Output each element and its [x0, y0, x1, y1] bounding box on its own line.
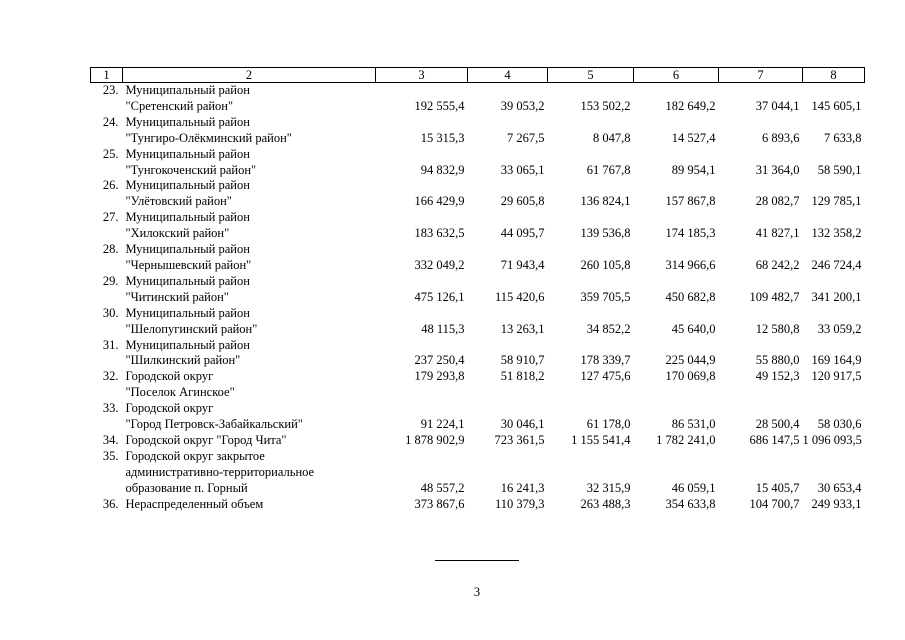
value-cell: 1 782 241,0 — [656, 432, 716, 447]
municipality-name: Муниципальный район — [125, 273, 250, 288]
value-cell — [634, 274, 719, 290]
municipality-name: Муниципальный район — [125, 114, 250, 129]
value-cell: 13 263,1 — [500, 321, 545, 336]
value-cell — [548, 115, 634, 131]
value-cell: 1 096 093,5 — [802, 432, 862, 447]
value-cell: 71 943,4 — [500, 257, 545, 272]
value-cell — [634, 242, 719, 258]
header-cell: 1 — [91, 68, 123, 83]
value-cell — [803, 178, 865, 194]
municipality-name: "Поселок Агинское" — [125, 385, 235, 400]
value-cell: 110 379,3 — [494, 496, 545, 511]
value-cell — [468, 83, 548, 99]
value-cell: 49 152,3 — [755, 369, 800, 384]
value-cell: 30 046,1 — [500, 417, 545, 432]
municipality-name: Городской округ "Город Чита" — [125, 432, 287, 447]
table-row — [91, 258, 865, 274]
value-cell: 359 705,5 — [580, 289, 631, 304]
value-cell — [634, 147, 719, 163]
value-cell: 45 640,0 — [671, 321, 716, 336]
value-cell: 48 115,3 — [421, 321, 465, 336]
municipality-name: "Шелопугинский район" — [125, 321, 258, 336]
value-cell: 28 082,7 — [755, 194, 800, 209]
row-number: 23. — [102, 83, 119, 97]
municipality-name: "Шилкинский район" — [125, 353, 241, 368]
table-row — [91, 401, 865, 417]
row-number: 35. — [102, 448, 119, 463]
value-cell: 225 044,9 — [665, 353, 716, 368]
value-cell — [376, 274, 468, 290]
municipality-name: образование п. Горный — [125, 480, 248, 495]
value-cell: 89 954,1 — [671, 162, 716, 177]
header-cell: 6 — [634, 68, 719, 83]
municipality-name: Городской округ — [125, 369, 214, 384]
table-row — [91, 306, 865, 322]
row-number — [91, 290, 123, 306]
value-cell: 1 878 902,9 — [405, 432, 465, 447]
value-cell — [548, 306, 634, 322]
value-cell: 37 044,1 — [755, 98, 800, 113]
header-cell: 4 — [468, 68, 548, 83]
value-cell — [468, 210, 548, 226]
value-cell: 55 880,0 — [755, 353, 800, 368]
value-cell — [468, 449, 548, 465]
value-cell — [548, 210, 634, 226]
row-number — [91, 194, 123, 210]
table-row — [91, 178, 865, 194]
row-number: 26. — [102, 178, 119, 193]
value-cell — [634, 83, 719, 99]
row-number — [91, 258, 123, 274]
table-row — [91, 481, 865, 497]
value-cell: 33 065,1 — [500, 162, 545, 177]
value-cell: 34 852,2 — [586, 321, 631, 336]
value-cell: 31 364,0 — [755, 162, 800, 177]
value-cell — [376, 306, 468, 322]
value-cell — [803, 465, 865, 481]
municipality-name: Муниципальный район — [125, 178, 250, 193]
header-cell: 2 — [123, 68, 376, 83]
value-cell: 120 917,5 — [811, 369, 862, 384]
row-number — [91, 131, 123, 147]
row-number — [91, 353, 123, 369]
row-number: 34. — [102, 432, 119, 447]
municipality-name: административно-территориальное — [125, 464, 315, 479]
value-cell: 58 590,1 — [817, 162, 862, 177]
value-cell — [719, 465, 803, 481]
value-cell — [548, 401, 634, 417]
value-cell — [548, 385, 634, 401]
header-cell: 8 — [803, 68, 865, 83]
value-cell — [376, 242, 468, 258]
value-cell: 16 241,3 — [500, 480, 545, 495]
value-cell: 58 910,7 — [500, 353, 545, 368]
value-cell: 32 315,9 — [586, 480, 631, 495]
value-cell: 260 105,8 — [580, 257, 631, 272]
row-number: 31. — [102, 337, 119, 352]
value-cell: 192 555,4 — [414, 98, 465, 113]
value-cell — [468, 178, 548, 194]
municipality-name: "Тунгиро-Олёкминский район" — [125, 130, 292, 145]
table-row — [91, 194, 865, 210]
row-number — [91, 226, 123, 242]
value-cell: 153 502,2 — [580, 98, 631, 113]
value-cell — [803, 385, 865, 401]
value-cell — [468, 147, 548, 163]
value-cell: 314 966,6 — [665, 257, 716, 272]
value-cell — [803, 115, 865, 131]
footer-divider — [435, 560, 519, 561]
value-cell: 166 429,9 — [414, 194, 465, 209]
value-cell: 179 293,8 — [414, 369, 465, 384]
value-cell: 104 700,7 — [749, 496, 800, 511]
row-number — [91, 385, 123, 401]
header-cell: 3 — [376, 68, 468, 83]
value-cell — [376, 449, 468, 465]
value-cell — [376, 178, 468, 194]
value-cell: 139 536,8 — [580, 226, 631, 241]
value-cell: 183 632,5 — [414, 226, 465, 241]
value-cell: 450 682,8 — [665, 289, 716, 304]
value-cell: 15 315,3 — [420, 130, 465, 145]
value-cell: 686 147,5 — [749, 432, 800, 447]
budget-table — [90, 67, 865, 512]
value-cell — [719, 210, 803, 226]
value-cell — [376, 401, 468, 417]
municipality-name: Муниципальный район — [125, 305, 250, 320]
table-row — [91, 226, 865, 242]
value-cell — [468, 274, 548, 290]
municipality-name: "Хилокский район" — [125, 226, 230, 241]
value-cell: 39 053,2 — [500, 98, 545, 113]
value-cell: 145 605,1 — [811, 98, 862, 113]
value-cell: 8 047,8 — [593, 130, 631, 145]
table-row — [91, 465, 865, 481]
value-cell — [803, 338, 865, 354]
value-cell: 237 250,4 — [414, 353, 465, 368]
value-cell: 1 155 541,4 — [571, 432, 631, 447]
table-row — [91, 242, 865, 258]
value-cell: 129 785,1 — [811, 194, 862, 209]
value-cell: 341 200,1 — [811, 289, 862, 304]
value-cell — [548, 178, 634, 194]
value-cell: 249 933,1 — [811, 496, 862, 511]
value-cell — [376, 465, 468, 481]
row-number: 24. — [102, 114, 119, 129]
table-body — [91, 68, 865, 513]
row-number — [91, 481, 123, 497]
value-cell: 170 069,8 — [665, 369, 716, 384]
table-row — [91, 99, 865, 115]
value-cell: 58 030,6 — [817, 417, 862, 432]
value-cell — [548, 242, 634, 258]
value-cell: 29 605,8 — [500, 194, 545, 209]
municipality-name: Муниципальный район — [125, 337, 250, 352]
row-number: 33. — [102, 401, 119, 416]
value-cell — [376, 338, 468, 354]
municipality-name: Муниципальный район — [125, 146, 250, 161]
municipality-name: Городской округ закрытое — [125, 448, 265, 463]
value-cell — [634, 178, 719, 194]
table-row — [91, 449, 865, 465]
value-cell — [719, 338, 803, 354]
value-cell: 332 049,2 — [414, 257, 465, 272]
value-cell — [634, 385, 719, 401]
value-cell — [548, 147, 634, 163]
row-number — [91, 322, 123, 338]
value-cell: 174 185,3 — [665, 226, 716, 241]
value-cell — [634, 449, 719, 465]
row-number: 30. — [102, 305, 119, 320]
value-cell — [548, 338, 634, 354]
value-cell: 136 824,1 — [580, 194, 631, 209]
value-cell — [803, 401, 865, 417]
table-row — [91, 274, 865, 290]
value-cell: 178 339,7 — [580, 353, 631, 368]
value-cell — [468, 338, 548, 354]
value-cell — [719, 147, 803, 163]
row-number: 36. — [102, 496, 119, 511]
value-cell — [468, 385, 548, 401]
municipality-name: "Чернышевский район" — [125, 257, 252, 272]
value-cell: 94 832,9 — [420, 162, 465, 177]
value-cell — [634, 338, 719, 354]
value-cell — [376, 385, 468, 401]
value-cell: 28 500,4 — [755, 417, 800, 432]
value-cell — [376, 210, 468, 226]
header-cell: 5 — [548, 68, 634, 83]
value-cell: 182 649,2 — [665, 98, 716, 113]
value-cell: 169 164,9 — [811, 353, 862, 368]
value-cell — [634, 465, 719, 481]
value-cell: 127 475,6 — [580, 369, 631, 384]
value-cell — [376, 147, 468, 163]
value-cell — [548, 449, 634, 465]
value-cell — [803, 242, 865, 258]
page-number: 3 — [473, 585, 481, 599]
value-cell: 86 531,0 — [671, 417, 716, 432]
value-cell: 115 420,6 — [494, 289, 545, 304]
municipality-name: "Сретенский район" — [125, 98, 234, 113]
table-row — [91, 163, 865, 179]
municipality-name: "Улётовский район" — [125, 194, 232, 209]
value-cell — [803, 83, 865, 99]
municipality-name: Муниципальный район — [125, 83, 250, 97]
value-cell — [803, 147, 865, 163]
value-cell: 15 405,7 — [755, 480, 800, 495]
value-cell — [548, 465, 634, 481]
value-cell — [719, 401, 803, 417]
value-cell — [719, 449, 803, 465]
value-cell — [803, 210, 865, 226]
value-cell — [719, 178, 803, 194]
value-cell: 51 818,2 — [500, 369, 545, 384]
municipality-name: "Тунгокоченский район" — [125, 162, 257, 177]
municipality-name: Муниципальный район — [125, 210, 250, 225]
value-cell — [468, 115, 548, 131]
value-cell: 44 095,7 — [500, 226, 545, 241]
value-cell: 68 242,2 — [755, 257, 800, 272]
value-cell — [376, 83, 468, 99]
value-cell — [634, 115, 719, 131]
value-cell: 46 059,1 — [671, 480, 716, 495]
value-cell: 6 893,6 — [762, 130, 800, 145]
table-row — [91, 497, 865, 513]
value-cell — [803, 449, 865, 465]
value-cell — [468, 306, 548, 322]
value-cell — [634, 210, 719, 226]
row-number: 32. — [102, 369, 119, 384]
row-number — [91, 99, 123, 115]
value-cell — [803, 274, 865, 290]
value-cell — [468, 242, 548, 258]
value-cell — [719, 242, 803, 258]
value-cell — [468, 465, 548, 481]
row-number — [91, 163, 123, 179]
value-cell — [634, 401, 719, 417]
municipality-name: Городской округ — [125, 401, 214, 416]
value-cell: 7 633,8 — [824, 130, 862, 145]
value-cell: 33 059,2 — [817, 321, 862, 336]
row-number — [91, 465, 123, 481]
value-cell: 30 653,4 — [817, 480, 862, 495]
row-number: 27. — [102, 210, 119, 225]
municipality-name: "Читинский район" — [125, 289, 229, 304]
table-row — [91, 417, 865, 433]
value-cell: 723 361,5 — [494, 432, 545, 447]
value-cell: 263 488,3 — [580, 496, 631, 511]
value-cell — [719, 306, 803, 322]
value-cell — [803, 306, 865, 322]
value-cell: 246 724,4 — [811, 257, 862, 272]
value-cell — [634, 306, 719, 322]
value-cell — [719, 385, 803, 401]
row-number: 29. — [102, 273, 119, 288]
value-cell — [719, 274, 803, 290]
table-row — [91, 147, 865, 163]
value-cell: 354 633,8 — [665, 496, 716, 511]
table-row — [91, 385, 865, 401]
table-row — [91, 131, 865, 147]
municipality-name: "Город Петровск-Забайкальский" — [125, 417, 303, 432]
value-cell: 132 358,2 — [811, 226, 862, 241]
value-cell: 14 527,4 — [671, 130, 716, 145]
value-cell: 157 867,8 — [665, 194, 716, 209]
header-row — [91, 68, 865, 83]
table-row — [91, 433, 865, 449]
row-number: 28. — [102, 242, 119, 257]
value-cell: 61 178,0 — [586, 417, 631, 432]
value-cell: 109 482,7 — [749, 289, 800, 304]
municipality-name: Нераспределенный объем — [125, 496, 264, 511]
value-cell: 373 867,6 — [414, 496, 465, 511]
table-row — [91, 83, 865, 99]
row-number: 25. — [102, 146, 119, 161]
value-cell — [719, 83, 803, 99]
table-row — [91, 353, 865, 369]
value-cell: 61 767,8 — [586, 162, 631, 177]
value-cell: 7 267,5 — [507, 130, 545, 145]
table-row — [91, 115, 865, 131]
value-cell — [468, 401, 548, 417]
table-row — [91, 290, 865, 306]
value-cell — [548, 83, 634, 99]
value-cell: 12 580,8 — [755, 321, 800, 336]
table-row — [91, 322, 865, 338]
value-cell — [376, 115, 468, 131]
header-cell: 7 — [719, 68, 803, 83]
table-row — [91, 338, 865, 354]
value-cell: 91 224,1 — [420, 417, 465, 432]
value-cell: 41 827,1 — [755, 226, 800, 241]
value-cell — [719, 115, 803, 131]
value-cell: 48 557,2 — [420, 480, 465, 495]
value-cell: 475 126,1 — [414, 289, 465, 304]
row-number — [91, 417, 123, 433]
table-row — [91, 210, 865, 226]
municipality-name: Муниципальный район — [125, 242, 250, 257]
value-cell — [548, 274, 634, 290]
table-row — [91, 369, 865, 385]
